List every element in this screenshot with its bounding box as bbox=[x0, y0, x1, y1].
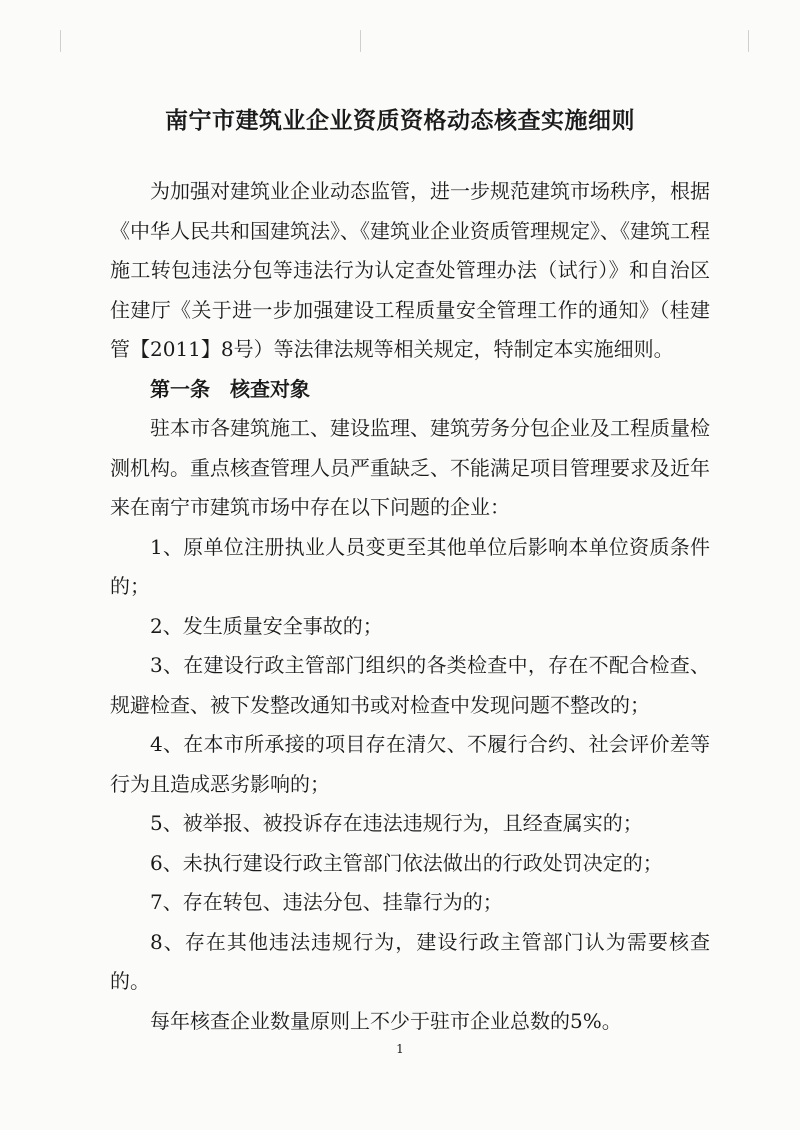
list-item: 5、被举报、被投诉存在违法违规行为，且经查属实的； bbox=[150, 811, 643, 835]
list-item: 6、未执行建设行政主管部门依法做出的行政处罚决定的； bbox=[150, 850, 663, 875]
list-item: 4、在本市所承接的项目存在清欠、不履行合约、社会评价差等行为且造成恶劣影响的； bbox=[110, 732, 710, 796]
list-item: 8、存在其他违法违规行为，建设行政主管部门认为需要核查的。 bbox=[110, 929, 710, 993]
document-title: 南宁市建筑业企业资质资格动态核查实施细则 bbox=[165, 107, 635, 134]
body-paragraph: 驻本市各建筑施工、建设监理、建筑劳务分包企业及工程质量检测机构。重点核查管理人员严重缺乏、不能满足项目管理要求及近年来在南宁市建筑市场中存在以下问题的企业： bbox=[110, 416, 710, 519]
scan-mark bbox=[360, 30, 361, 52]
scan-mark bbox=[748, 30, 749, 52]
article-heading: 第一条 核查对象 bbox=[150, 376, 310, 401]
page-number: 1 bbox=[396, 1042, 404, 1056]
body-paragraph: 每年核查企业数量原则上不少于驻市企业总数的5%。 bbox=[150, 1008, 622, 1033]
list-item: 2、发生质量安全事故的； bbox=[150, 613, 383, 638]
list-item: 1、原单位注册执业人员变更至其他单位后影响本单位资质条件的； bbox=[110, 534, 710, 598]
list-item: 3、在建设行政主管部门组织的各类检查中，存在不配合检查、规避检查、被下发整改通知书或对检查中发现问题不整改的； bbox=[110, 653, 710, 717]
list-item: 7、存在转包、违法分包、挂靠行为的； bbox=[150, 890, 503, 914]
scan-mark bbox=[60, 30, 61, 52]
document-body bbox=[110, 172, 710, 1041]
intro-paragraph: 为加强对建筑业企业动态监管，进一步规范建筑市场秩序，根据《中华人民共和国建筑法》、《建筑业企业资质管理规定》、《建筑工程施工转包违法分包等违法行为认定查处管理办法（试行）》和自治区住建厅《关于进一步加强建设工程质量安全管理工作的通知》（桂建管【2011】8号）等法律法规等相关规定，特制定本实施细则。 bbox=[110, 179, 710, 361]
